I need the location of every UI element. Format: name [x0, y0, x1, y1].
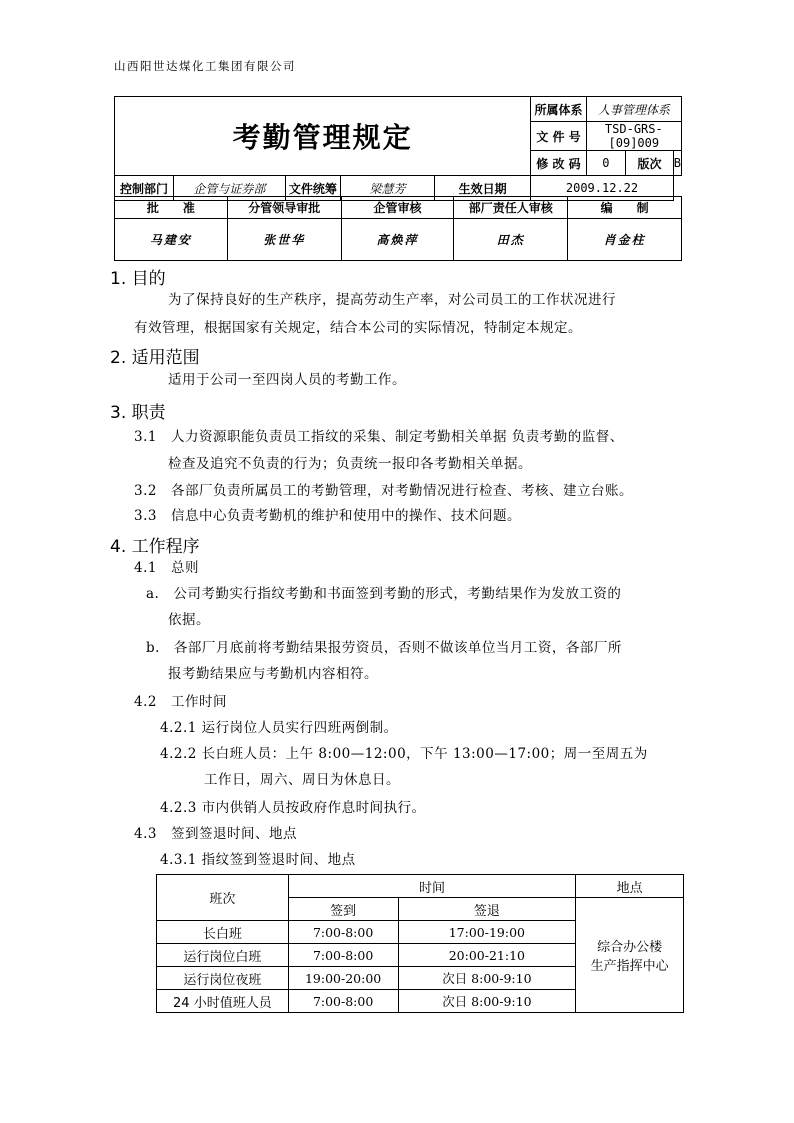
section-4-1: 4.1 总则	[134, 560, 199, 576]
section-1-title: 1. 目的	[110, 269, 166, 289]
approve-header: 批 准	[115, 197, 228, 219]
signature-mgmt: 高焕萍	[341, 219, 454, 261]
section-4-2: 4.2 工作时间	[134, 694, 227, 710]
section-4-1-a-line1: a. 公司考勤实行指纹考勤和书面签到考勤的形式，考勤结果作为发放工资的	[146, 586, 622, 602]
section-1-para-line2: 有效管理，根据国家有关规定，结合本公司的实际情况，特制定本规定。	[134, 320, 582, 336]
section-4-1-b-line1: b. 各部厂月底前将考勤结果报劳资员，否则不做该单位当月工资，各部厂所	[146, 640, 622, 656]
signature-author: 肖金柱	[568, 219, 682, 261]
place-line1: 综合办公楼	[597, 940, 663, 955]
shift-cell: 运行岗位白班	[157, 944, 289, 967]
section-4-2-2-line2: 工作日，周六、周日为休息日。	[204, 772, 400, 788]
leader-approve-header: 分管领导审批	[227, 197, 341, 219]
section-3-3: 3.3 信息中心负责考勤机的维护和使用中的操作、技术问题。	[134, 508, 521, 524]
effective-label: 生效日期	[435, 176, 531, 201]
doc-no-label: 文 件 号	[531, 122, 586, 151]
shift-cell: 长白班	[157, 921, 289, 944]
revision-label: 修 改 码	[531, 151, 586, 176]
version-value: B	[673, 151, 681, 176]
section-2-title: 2. 适用范围	[110, 348, 200, 368]
dept-review-header: 部厂责任人审核	[454, 197, 568, 219]
mgmt-review-header: 企管审核	[341, 197, 454, 219]
place-line2: 生产指挥中心	[590, 959, 669, 974]
section-4-1-b-line2: 报考勤结果应与考勤机内容相符。	[168, 666, 378, 682]
dept-label: 控制部门	[115, 176, 174, 201]
section-3-title: 3. 职责	[110, 403, 166, 423]
dept-value: 企管与证券部	[173, 176, 285, 201]
in-time-cell: 7:00-8:00	[288, 990, 398, 1013]
section-4-2-2-line1: 4.2.2 长白班人员：上午 8:00—12:00，下午 13:00—17:00；周一至周五为	[160, 746, 648, 762]
section-2-para: 适用于公司一至四岗人员的考勤工作。	[168, 372, 406, 388]
section-3-1-line2: 检查及追究不负责的行为；负责统一报印各考勤相关单据。	[168, 456, 532, 472]
signature-approve: 马建安	[115, 219, 228, 261]
section-4-title: 4. 工作程序	[110, 537, 200, 557]
signature-dept: 田杰	[454, 219, 568, 261]
shift-cell: 24 小时值班人员	[157, 990, 289, 1013]
effective-value: 2009.12.22	[531, 176, 674, 201]
col-in-header: 签到	[288, 898, 398, 921]
section-4-2-1: 4.2.1 运行岗位人员实行四班两倒制。	[160, 720, 398, 736]
system-value: 人事管理体系	[586, 97, 681, 122]
col-place-header: 地点	[576, 875, 684, 898]
section-3-2: 3.2 各部厂负责所属员工的考勤管理，对考勤情况进行检查、考核、建立台账。	[134, 483, 633, 499]
in-time-cell: 7:00-8:00	[288, 921, 398, 944]
doc-no-value: TSD-GRS-[09]009	[586, 122, 681, 151]
document-title: 考勤管理规定	[115, 97, 531, 176]
system-label: 所属体系	[531, 97, 586, 122]
document-header-table	[114, 96, 682, 201]
section-3-1-line1: 3.1 人力资源职能负责员工指纹的采集、制定考勤相关单据 负责考勤的监督、	[134, 429, 624, 445]
signature-leader: 张世华	[227, 219, 341, 261]
out-time-cell: 次日 8:00-9:10	[398, 990, 576, 1013]
sign-in-schedule-table	[156, 874, 684, 1013]
in-time-cell: 7:00-8:00	[288, 944, 398, 967]
section-4-3-1: 4.3.1 指纹签到签退时间、地点	[160, 852, 356, 868]
coordinator-value: 梁慧芳	[340, 176, 434, 201]
revision-value: 0	[586, 151, 626, 176]
section-4-1-a-line2: 依据。	[168, 612, 210, 628]
out-time-cell: 17:00-19:00	[398, 921, 576, 944]
col-out-header: 签退	[398, 898, 576, 921]
col-shift-header: 班次	[157, 875, 289, 921]
version-label: 版次	[626, 151, 674, 176]
author-header: 编 制	[568, 197, 682, 219]
section-4-2-3: 4.2.3 市内供销人员按政府作息时间执行。	[160, 800, 426, 816]
in-time-cell: 19:00-20:00	[288, 967, 398, 990]
section-1-para-line1: 为了保持良好的生产秩序，提高劳动生产率，对公司员工的工作状况进行	[168, 292, 616, 308]
shift-cell: 运行岗位夜班	[157, 967, 289, 990]
col-time-header: 时间	[288, 875, 575, 898]
place-cell	[576, 898, 684, 1013]
coordinator-label: 文件统筹	[285, 176, 340, 201]
out-time-cell: 次日 8:00-9:10	[398, 967, 576, 990]
company-name: 山西阳世达煤化工集团有限公司	[114, 59, 296, 73]
section-4-3: 4.3 签到签退时间、地点	[134, 826, 297, 842]
approval-table	[114, 196, 682, 261]
out-time-cell: 20:00-21:10	[398, 944, 576, 967]
